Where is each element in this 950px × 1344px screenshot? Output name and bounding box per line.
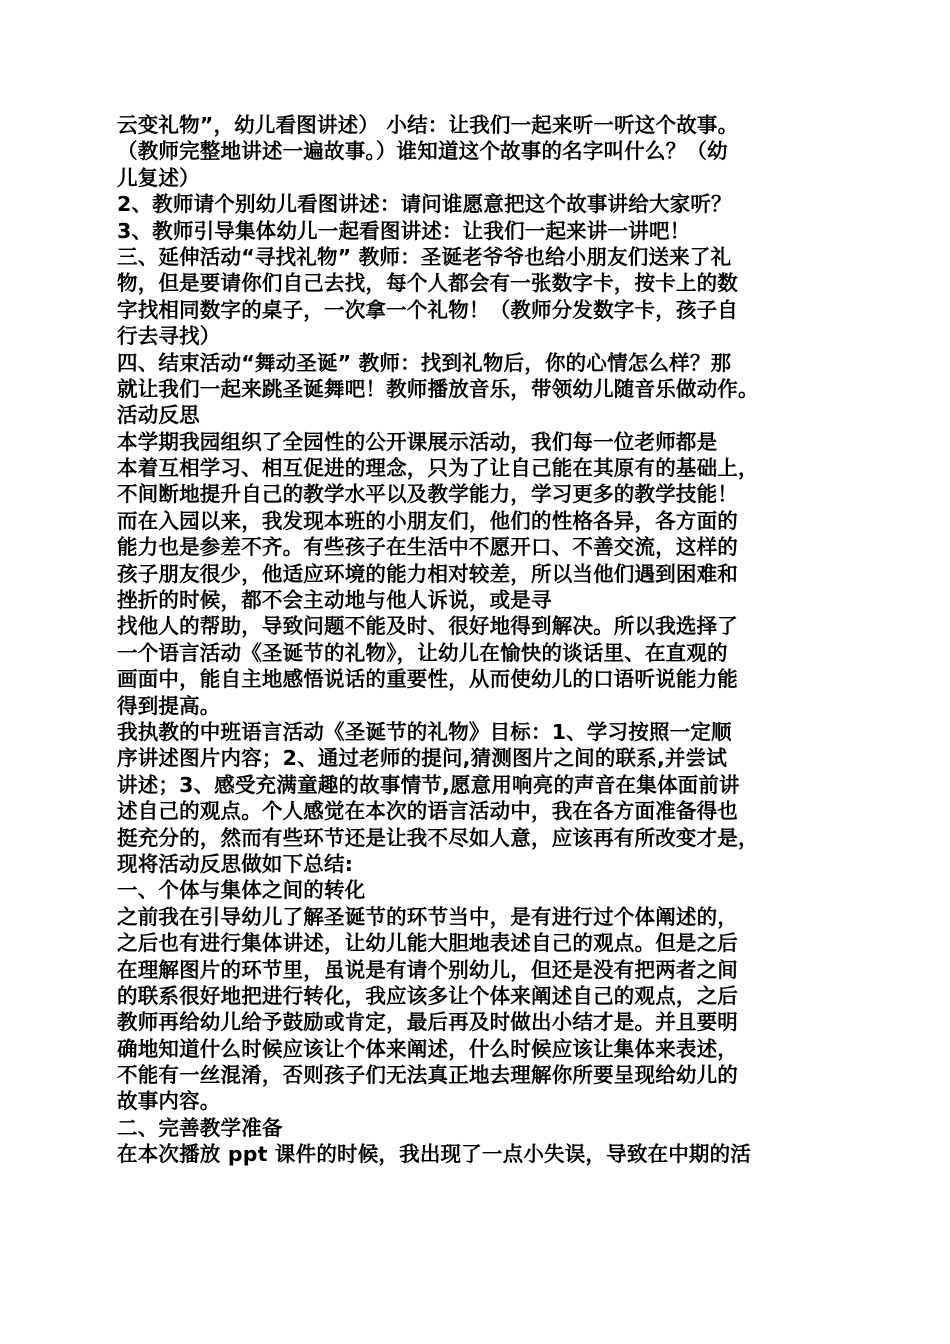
text-line: 述自己的观点。个人感觉在本次的语言活动中，我在各方面准备得也	[117, 799, 738, 824]
text-line: 行去寻找）	[117, 324, 221, 349]
section-heading: 一、个体与集体之间的转化	[117, 878, 366, 903]
text-line: 画面中，能自主地感悟说话的重要性，从而使幼儿的口语听说能力能	[117, 667, 738, 692]
text-line: 的联系很好地把进行转化，我应该多让个体来阐述自己的观点，之后	[117, 983, 738, 1008]
section-heading: 活动反思	[117, 403, 200, 428]
text-line: 儿复述）	[117, 165, 200, 190]
text-line: 四、结束活动“舞动圣诞” 教师：找到礼物后，你的心情怎么样？那	[117, 350, 732, 375]
text-line: 本着互相学习、相互促进的理念，只为了让自己能在其原有的基础上，	[117, 456, 759, 481]
text-line: 得到提高。	[117, 693, 221, 718]
text-line: 本学期我园组织了全园性的公开课展示活动，我们每一位老师都是	[117, 429, 718, 454]
text-line: 2、教师请个别幼儿看图讲述：请问谁愿意把这个故事讲给大家听？	[117, 192, 732, 217]
text-line: 孩子朋友很少，他适应环境的能力相对较差，所以当他们遇到困难和	[117, 561, 738, 586]
text-line: 一个语言活动《圣诞节的礼物》，让幼儿在愉快的谈话里、在直观的	[117, 640, 728, 665]
section-heading: 二、完善教学准备	[117, 1115, 283, 1140]
text-line: 序讲述图片内容；2、通过老师的提问,猜测图片之间的联系,并尝试	[117, 746, 728, 771]
text-line: 在本次播放 ppt 课件的时候，我出现了一点小失误，导致在中期的活	[117, 1142, 752, 1167]
text-line: 讲述；3、感受充满童趣的故事情节,愿意用响亮的声音在集体面前讲	[117, 772, 740, 797]
text-line: 字找相同数字的桌子，一次拿一个礼物！（教师分发数字卡，孩子自	[117, 297, 738, 322]
text-line: 之后也有进行集体讲述，让幼儿能大胆地表述自己的观点。但是之后	[117, 931, 738, 956]
text-line: 确地知道什么时候应该让个体来阐述，什么时候应该让集体来表述，	[117, 1036, 738, 1061]
text-line: 找他人的帮助，导致问题不能及时、很好地得到解决。所以我选择了	[117, 614, 738, 639]
text-line: 之前我在引导幼儿了解圣诞节的环节当中，是有进行过个体阐述的，	[117, 904, 738, 929]
text-line: 就让我们一起来跳圣诞舞吧！教师播放音乐，带领幼儿随音乐做动作。	[117, 376, 759, 401]
text-line: 3、教师引导集体幼儿一起看图讲述：让我们一起来讲一讲吧！	[117, 218, 691, 243]
text-line: 不能有一丝混淆，否则孩子们无法真正地去理解你所要呈现给幼儿的	[117, 1063, 738, 1088]
text-line: 物，但是要请你们自己去找，每个人都会有一张数字卡，按卡上的数	[117, 271, 738, 296]
text-line: 我执教的中班语言活动《圣诞节的礼物》目标：1、学习按照一定顺	[117, 719, 732, 744]
text-line: 挫折的时候，都不会主动地与他人诉说，或是寻	[117, 588, 552, 613]
text-line: 现将活动反思做如下总结:	[117, 851, 354, 876]
text-line: 云变礼物”，幼儿看图讲述） 小结：让我们一起来听一听这个故事。	[117, 113, 739, 137]
text-line: 在理解图片的环节里，虽说是有请个别幼儿，但还是没有把两者之间	[117, 957, 738, 982]
text-line: 能力也是参差不齐。有些孩子在生活中不愿开口、不善交流，这样的	[117, 535, 738, 560]
text-line: 教师再给幼儿给予鼓励或肯定，最后再及时做出小结才是。并且要明	[117, 1010, 738, 1035]
text-line: 挺充分的，然而有些环节还是让我不尽如人意，应该再有所改变才是，	[117, 825, 759, 850]
text-line: 不间断地提升自己的教学水平以及教学能力，学习更多的教学技能！	[117, 482, 738, 507]
text-line: （教师完整地讲述一遍故事。）谁知道这个故事的名字叫什么？（幼	[117, 139, 728, 164]
document-body	[117, 112, 847, 1168]
text-line: 故事内容。	[117, 1089, 221, 1114]
text-line: 三、延伸活动“寻找礼物” 教师：圣诞老爷爷也给小朋友们送来了礼	[117, 244, 732, 269]
text-line: 而在入园以来，我发现本班的小朋友们，他们的性格各异，各方面的	[117, 508, 738, 533]
